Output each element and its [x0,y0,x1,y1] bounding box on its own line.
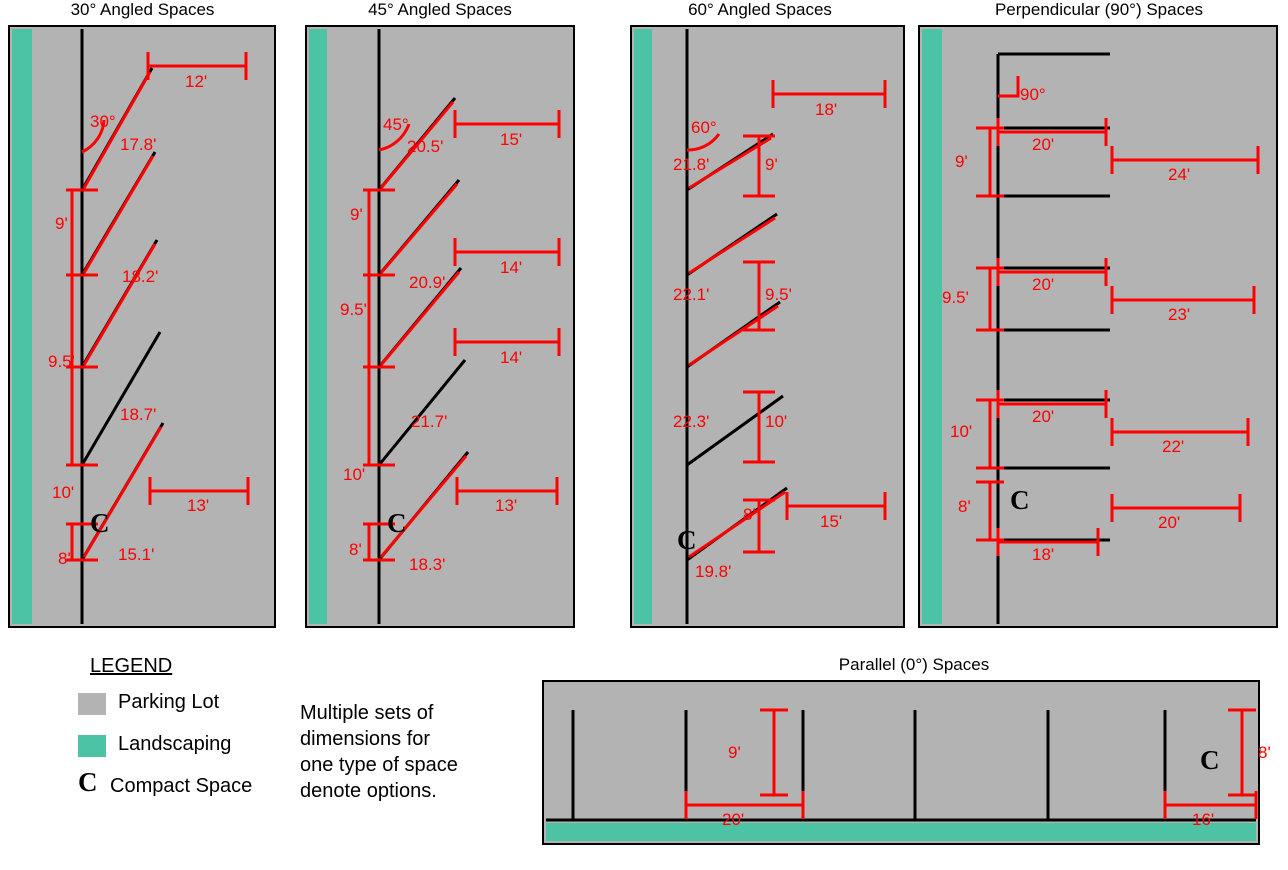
note-line-2: dimensions for [300,728,431,750]
parallel-width-compact: 8' [1258,743,1271,762]
note-line-1: Multiple sets of [300,702,434,724]
panel-60-title: 60° Angled Spaces [688,0,832,19]
stall-depth-90-3: 20' [1032,407,1055,426]
stall-lines-45 [295,0,585,640]
stall-depth-45-2: 20.9' [409,273,446,292]
stall-depth-30-3: 18.7' [120,405,157,424]
stall-width-45-3: 10' [343,465,366,484]
aisle-width-45-1: 15' [500,130,523,149]
stall-width-60-3: 10' [765,412,788,431]
stall-width-45-4: 8' [349,540,362,559]
stall-depth-60-3: 22.3' [673,412,710,431]
stall-depth-45-1: 20.5' [407,137,444,156]
options-note [300,700,520,820]
parallel-length-standard: 20' [722,810,745,829]
legend-label-landscaping: Landscaping [118,733,232,755]
stall-depth-30-4: 15.1' [118,545,155,564]
panel-90-title: Perpendicular (90°) Spaces [994,0,1204,19]
stall-lines-60 [615,0,905,640]
compact-space-mark-90: C [1010,485,1030,515]
legend-glyph-compact-space: C [78,767,98,797]
stall-width-30-2: 9.5' [48,352,75,371]
legend [40,655,290,845]
compact-space-mark-45: C [387,508,407,538]
aisle-width-90-3: 22' [1162,437,1185,456]
legend-label-parking-lot: Parking Lot [118,691,220,713]
stall-depth-45-3: 21.7' [411,412,448,431]
angle-label-45: 45° [383,115,409,134]
panel-90-degree [910,0,1288,640]
aisle-width-45-2: 14' [500,258,523,277]
stall-depth-45-4: 18.3' [409,555,446,574]
aisle-width-45-3: 14' [500,348,523,367]
stall-depth-90-1: 20' [1032,135,1055,154]
panel-parallel-title: Parallel (0°) Spaces [838,655,990,674]
panel-30-degree [0,0,285,640]
stall-width-60-1: 9' [765,155,778,174]
compact-space-mark-parallel: C [1200,745,1220,775]
stall-depth-90-4: 18' [1032,545,1055,564]
legend-label-compact-space: Compact Space [110,775,253,797]
panel-45-degree [295,0,585,640]
panel-45-title: 45° Angled Spaces [368,0,512,19]
angle-label-90: 90° [1020,85,1046,104]
stall-depth-30-1: 17.8' [120,135,157,154]
stall-width-90-3: 10' [950,422,973,441]
stall-depth-30-2: 18.2' [122,267,159,286]
panel-parallel [540,655,1288,870]
stall-lines-30 [0,0,285,640]
panel-30-title: 30° Angled Spaces [70,0,215,19]
aisle-width-30-2: 13' [187,496,210,515]
stall-depth-60-2: 22.1' [673,285,710,304]
aisle-width-90-1: 24' [1168,165,1191,184]
stall-width-45-1: 9' [350,205,363,224]
aisle-width-90-2: 23' [1168,305,1191,324]
legend-swatch-landscaping [78,735,106,757]
aisle-width-60-1: 18' [815,100,838,119]
legend-title: LEGEND [90,655,173,677]
stall-width-90-1: 9' [955,152,968,171]
stall-width-90-4: 8' [958,497,971,516]
aisle-width-90-4: 20' [1158,513,1181,532]
stall-width-60-4: 8' [743,505,756,524]
angle-label-30: 30° [90,112,116,131]
stall-lines-parallel [540,655,1288,870]
panel-60-degree [615,0,905,640]
stall-depth-60-1: 21.8' [673,155,710,174]
stall-width-45-2: 9.5' [340,300,367,319]
stall-width-60-2: 9.5' [765,285,792,304]
aisle-width-60-2: 15' [820,512,843,531]
note-line-3: one type of space [300,754,458,776]
stall-depth-60-4: 19.8' [695,562,732,581]
stall-width-30-3: 10' [52,483,75,502]
aisle-width-45-4: 13' [495,496,518,515]
stall-width-30-1: 9' [55,214,68,233]
compact-space-mark-30: C [90,508,110,538]
stall-depth-90-2: 20' [1032,275,1055,294]
stall-width-30-4: 8' [58,549,71,568]
legend-swatch-parking-lot [78,693,106,715]
stall-width-90-2: 9.5' [942,288,969,307]
compact-space-mark-60: C [677,525,697,555]
parallel-width-standard: 9' [728,743,741,762]
aisle-width-30-1: 12' [185,72,208,91]
parallel-length-compact: 16' [1192,810,1215,829]
note-line-4: denote options. [300,780,437,802]
stall-lines-90 [910,0,1288,640]
angle-label-60: 60° [691,118,717,137]
